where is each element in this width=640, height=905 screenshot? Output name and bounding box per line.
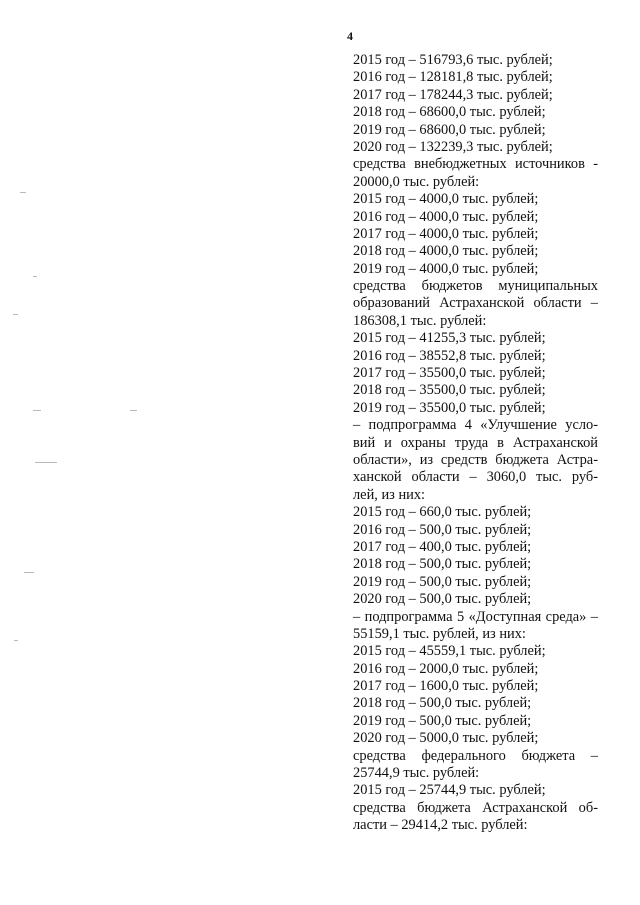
text-line: области», из средств бюджета Астра-	[353, 451, 598, 468]
text-line: 2016 год – 38552,8 тыс. рублей;	[353, 347, 546, 364]
text-line: 2018 год – 68600,0 тыс. рублей;	[353, 104, 546, 121]
text-line: 2017 год – 1600,0 тыс. рублей;	[353, 678, 539, 695]
text-line: 2019 год – 500,0 тыс. рублей;	[353, 712, 532, 729]
text-line: 2020 год – 5000,0 тыс. рублей;	[353, 730, 539, 747]
text-line: 2020 год – 132239,3 тыс. рублей;	[353, 138, 553, 155]
text-line: 2016 год – 4000,0 тыс. рублей;	[353, 208, 539, 225]
page-number: 4	[347, 29, 353, 43]
text-line: 20000,0 тыс. рублей:	[353, 173, 480, 190]
text-line: 2015 год – 45559,1 тыс. рублей;	[353, 643, 546, 660]
text-line: 2017 год – 400,0 тыс. рублей;	[353, 538, 532, 555]
text-line: 2015 год – 516793,6 тыс. рублей;	[353, 52, 553, 68]
text-line: 2018 год – 4000,0 тыс. рублей;	[353, 243, 539, 260]
text-line: 2015 год – 4000,0 тыс. рублей;	[353, 191, 539, 208]
text-line: средства бюджета Астраханской об-	[353, 799, 598, 816]
text-line: вий и охраны труда в Астраханской	[353, 434, 598, 451]
text-line: средства федерального бюджета –	[353, 747, 598, 764]
text-line: 186308,1 тыс. рублей:	[353, 312, 487, 329]
text-line: 2018 год – 35500,0 тыс. рублей;	[353, 382, 546, 399]
text-line: 55159,1 тыс. рублей, из них:	[353, 625, 526, 642]
text-line: 2016 год – 2000,0 тыс. рублей;	[353, 660, 539, 677]
text-line: 2019 год – 35500,0 тыс. рублей;	[353, 399, 546, 416]
text-line: 2017 год – 4000,0 тыс. рублей;	[353, 225, 539, 242]
text-line: – подпрограмма 5 «Доступная среда» –	[353, 608, 598, 625]
text-line: ханской области – 3060,0 тыс. руб-	[353, 469, 598, 486]
text-line: 2019 год – 68600,0 тыс. рублей;	[353, 121, 546, 138]
text-line: 2015 год – 25744,9 тыс. рублей;	[353, 782, 546, 799]
text-line: средства бюджетов муниципальных	[353, 278, 598, 295]
text-line: 2019 год – 500,0 тыс. рублей;	[353, 573, 532, 590]
text-line: 2017 год – 35500,0 тыс. рублей;	[353, 365, 546, 382]
text-column	[353, 52, 598, 835]
text-line: 2018 год – 500,0 тыс. рублей;	[353, 556, 532, 573]
text-line: 2019 год – 4000,0 тыс. рублей;	[353, 260, 539, 277]
text-line: средства внебюджетных источников -	[353, 156, 598, 173]
text-line: ласти – 29414,2 тыс. рублей:	[353, 817, 528, 834]
text-line: 2015 год – 660,0 тыс. рублей;	[353, 504, 532, 521]
text-line: лей, из них:	[353, 486, 426, 503]
text-line: 2015 год – 41255,3 тыс. рублей;	[353, 330, 546, 347]
text-line: 2017 год – 178244,3 тыс. рублей;	[353, 86, 553, 103]
text-line: 2018 год – 500,0 тыс. рублей;	[353, 695, 532, 712]
text-line: 2020 год – 500,0 тыс. рублей;	[353, 591, 532, 608]
text-line: 2016 год – 500,0 тыс. рублей;	[353, 521, 532, 538]
text-line: 25744,9 тыс. рублей:	[353, 765, 480, 782]
text-line: – подпрограмма 4 «Улучшение усло-	[353, 417, 598, 434]
text-line: образований Астраханской области –	[353, 295, 598, 312]
text-line: 2016 год – 128181,8 тыс. рублей;	[353, 69, 553, 86]
